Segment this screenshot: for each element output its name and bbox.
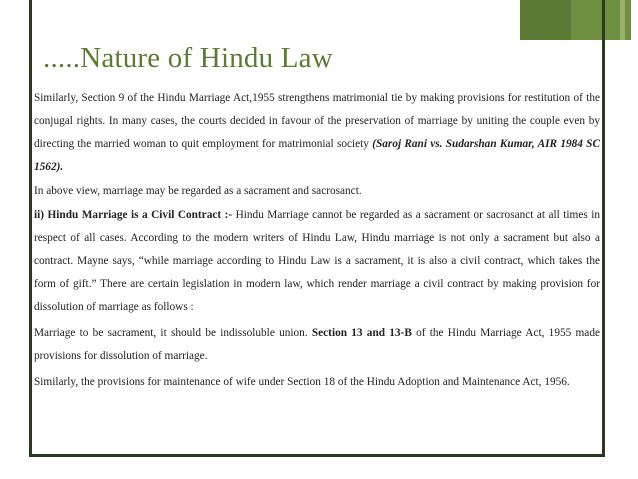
case-citation: (Saroj Rani vs. Sudarshan Kumar, AIR 1984 SC 1562). — [34, 138, 600, 173]
slide-body — [34, 87, 600, 397]
paragraph-civil-contract — [34, 204, 600, 319]
paragraph-text: Marriage to be sacrament, it should be indissoluble union. — [34, 327, 312, 339]
paragraph-restitution — [34, 87, 600, 179]
paragraph-dissolution — [34, 322, 600, 368]
paragraph-text: Hindu Marriage cannot be regarded as a sacrament or sacrosanct at all times in respect of all cases. According to the modern writers of Hindu Law, Hindu marriage is not only a sacrament but also a contract. Mayne says, “while marriage according to Hindu Law is a sacrament, it is also a civil contract, which takes the form of gift.” There are certain legislation in modern law, which render marriage a civil contract by making provision for dissolution of marriage as follows : — [34, 209, 601, 313]
section-heading: ii) Hindu Marriage is a Civil Contract :- — [34, 209, 233, 221]
paragraph-text: Similarly, Section 9 of the Hindu Marriage Act,1955 strengthens matrimonial tie by making provisions for restitution of the conjugal rights. In many cases, the courts decided in favour of the preservation of marriage by uniting the couple even by directing the married woman to quit employment for matrimonial society — [34, 92, 600, 150]
paragraph-sacrament: In above view, marriage may be regarded as a sacrament and sacrosanct. — [34, 185, 362, 197]
paragraph-text: of the Hindu Marriage Act, 1955 made provisions for dissolution of marriage. — [34, 327, 600, 362]
section-reference: Section 13 and 13-B — [311, 327, 412, 339]
slide-title: .....Nature of Hindu Law — [43, 42, 333, 74]
paragraph-maintenance: Similarly, the provisions for maintenance of wife under Section 18 of the Hindu Adoption and Maintenance Act, 1956. — [34, 376, 570, 388]
